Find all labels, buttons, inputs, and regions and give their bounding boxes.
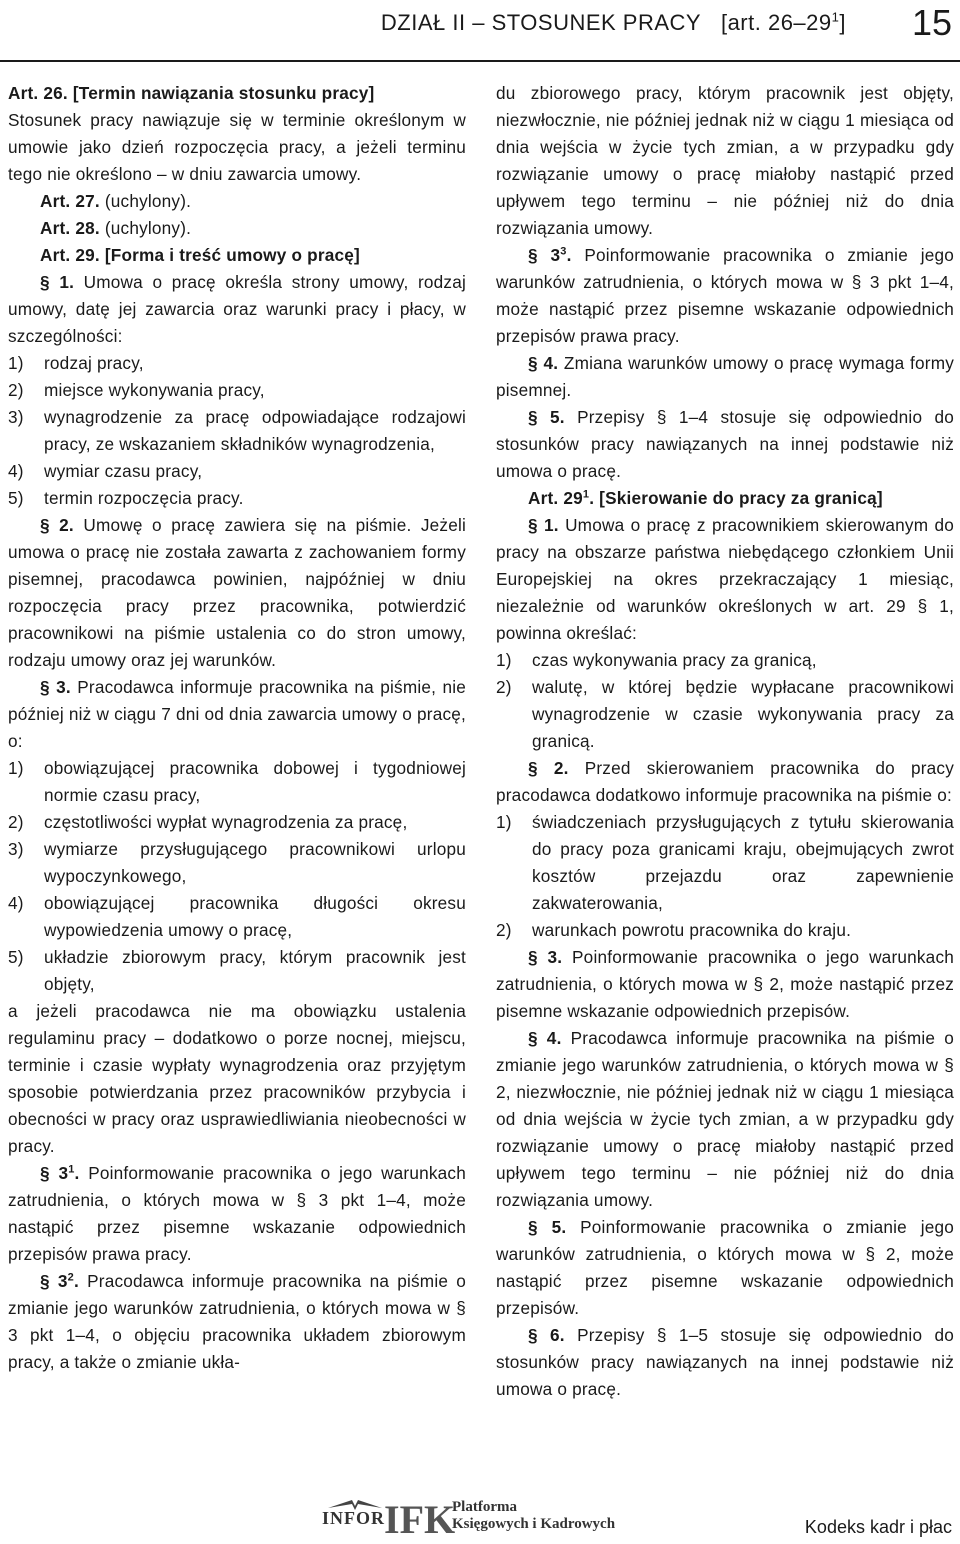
art29-p1: § 1. Umowa o pracę określa strony umowy, rodzaj umowy, datę jej zawarcia oraz warunki pracy i płacy, w szczególności: [8,272,467,346]
art29-heading: Art. 29. [Forma i treść umowy o pracę] [40,245,360,265]
art291-p1: § 1. Umowa o pracę z pracownikiem skierowanym do pracy na obszarze państwa niebędącego członkiem Unii Europejskiej na okres przekraczający 1 miesiąc, niezależnie od warunków określonych w art. 29 § 1, powinna określać: [496,515,955,643]
list-item-text: obowiązującej pracownika dobowej i tygodniowej normie czasu pracy, [44,758,466,805]
ifk-logo [322,1496,652,1540]
art27: Art. 27. (uchylony). [40,191,192,211]
art29-p32: § $3^2$. Pracodawca informuje pracownika na piśmie o zmianie jego warunków zatrudnienia, o których mowa w § 3 pkt 1–4, o objęciu pracownika układem zbiorowym pracy, a także o zmianie ukła- [8,1271,467,1372]
list-item-number: 1) [496,812,512,832]
list-item [8,404,466,458]
art29-p3-tail: a jeżeli pracodawca nie ma obowiązku ustalenia regulaminu pracy – dodatkowo o porze nocnej, miejscu, terminie i czasie wypłaty wynagrodzenia oraz przyjętym sposobie potwierdzania przez pracowników przybycia i obecności w pracy oraz usprawiedliwiania nieobecności w pracy. [8,1001,466,1156]
list-item [8,377,466,404]
art29-p5: § 5. Przepisy § 1–4 stosuje się odpowiednio do stosunków pracy nawiązanych na innej podstawie niż umowa o pracę. [496,407,955,481]
list-item-text: obowiązującej pracownika długości okresu wypowiedzenia umowy o pracę, [44,893,466,940]
right-column [496,80,954,1403]
list-item [496,674,954,755]
list-item [496,809,954,917]
list-item-number: 2) [8,380,24,400]
art291-p2: § 2. Przed skierowaniem pracownika do pracy pracodawca dodatkowo informuje pracownika na piśmie o: [496,758,954,805]
list-item-text: walutę, w której będzie wypłacane pracownikowi wynagrodzenie w czasie wykonywania pracy za granicą. [532,677,954,751]
list-item-number: 1) [8,758,24,778]
list-item-text: miejsce wykonywania pracy, [44,380,265,400]
art29-p4: § 4. Zmiana warunków umowy o pracę wymaga formy pisemnej. [496,353,955,400]
list-item-number: 3) [8,407,24,427]
header-rule [0,60,960,62]
list-item-text: układzie zbiorowym pracy, którym pracownik jest objęty, [44,947,466,994]
art29-p1-list [8,350,466,512]
art29-p2: § 2. Umowę o pracę zawiera się na piśmie. Jeżeli umowa o pracę nie została zawarta z zachowaniem formy pisemnej, pracodawca powinien, najpóźniej w dniu rozpoczęcia pracy przez pracownika, potwierdzić pracownikowi na piśmie ustalenia co do stron umowy, rodzaju umowy oraz jej warunków. [8,515,466,670]
list-item-number: 4) [8,461,24,481]
list-item-number: 2) [8,812,24,832]
art26-heading: Art. 26. [Termin nawiązania stosunku pracy] [8,83,375,103]
art291-p5: § 5. Poinformowanie pracownika o zmianie jego warunków zatrudnienia, o których mowa w § 2, może nastąpić przez pisemne wskazanie odpowiednich przepisów. [496,1217,955,1318]
left-column [8,80,466,1376]
art291-p2-list [496,809,954,944]
art29-p3-list [8,755,466,998]
list-item [8,485,466,512]
list-item-number: 5) [8,947,24,967]
list-item [8,809,466,836]
art29-p32-continued: du zbiorowego pracy, którym pracownik jest objęty, niezwłocznie, nie później jednak niż w ciągu 1 miesiąca od dnia wejścia w życie tych zmian, a w przypadku gdy rozwiązanie umowy o pracę miałoby nastąpić przed upływem tego terminu – nie później niż do dnia rozwiązania umowy. [496,83,954,238]
art291-heading: Art. $29^1$. [Skierowanie do pracy za granicą] [528,488,883,508]
page-header [0,4,960,54]
art291-p1-list [496,647,954,755]
art26-text: Stosunek pracy nawiązuje się w terminie określonym w umowie jako dzień rozpoczęcia pracy, a jeżeli terminu tego nie określono – w dniu zawarcia umowy. [8,110,466,184]
list-item [8,755,466,809]
logo-infor: INFOR [322,1508,385,1528]
art291-p6: § 6. Przepisy § 1–5 stosuje się odpowiednio do stosunków pracy nawiązanych na innej podstawie niż umowa o pracę. [496,1325,955,1399]
list-item [8,890,466,944]
list-item [8,944,466,998]
page-number: 15 [911,2,952,43]
art28: Art. 28. (uchylony). [40,218,192,238]
list-item-number: 5) [8,488,24,508]
list-item-number: 1) [496,650,512,670]
art29-p31: § $3^1$. Poinformowanie pracownika o jego warunkach zatrudnienia, o których mowa w § 3 pkt 1–4, może nastąpić przez pisemne wskazanie odpowiednich przepisów prawa pracy. [8,1163,466,1264]
logo-platform: Platforma Księgowych i Kadrowych [452,1499,616,1532]
running-header: DZIAŁ II – STOSUNEK PRACY [art. $26-29^1$] [380,9,846,35]
list-item [496,917,954,944]
list-item-text: wynagrodzenie za pracę odpowiadające rodzajowi pracy, ze wskazaniem składników wynagrodzenia, [44,407,466,454]
list-item [8,836,466,890]
list-item-number: 4) [8,893,24,913]
art29-p33: § $3^3$. Poinformowanie pracownika o zmianie jego warunków zatrudnienia, o których mowa w § 3 pkt 1–4, może nastąpić przez pisemne wskazanie odpowiednich przepisów prawa pracy. [496,245,954,346]
list-item-number: 2) [496,677,512,697]
list-item-number: 2) [496,920,512,940]
list-item-text: wymiar czasu pracy, [44,461,203,481]
art291-p4: § 4. Pracodawca informuje pracownika na piśmie o zmianie jego warunków zatrudnienia, o których mowa w § 2, niezwłocznie, nie później jednak niż w ciągu 1 miesiąca od dnia wejścia w życie tych zmian, a w przypadku gdy rozwiązanie umowy o pracę miałoby nastąpić przed upływem tego terminu – nie później niż do dnia rozwiązania umowy. [496,1028,955,1210]
list-item-number: 3) [8,839,24,859]
logo-ifk: IFK [384,1497,456,1542]
list-item-text: wymiarze przysługującego pracownikowi urlopu wypoczynkowego, [44,839,466,886]
list-item-text: warunkach powrotu pracownika do kraju. [532,920,852,940]
list-item [8,350,466,377]
list-item-text: rodzaj pracy, [44,353,144,373]
list-item-text: czas wykonywania pracy za granicą, [532,650,817,670]
list-item [8,458,466,485]
list-item-text: termin rozpoczęcia pracy. [44,488,244,508]
footer-publication: Kodeks kadr i płac [804,1517,952,1537]
list-item-text: częstotliwości wypłat wynagrodzenia za pracę, [44,812,408,832]
list-item-text: świadczeniach przysługujących z tytułu skierowania do pracy poza granicami kraju, obejmujących zwrot kosztów przejazdu oraz zapewnienie zakwaterowania, [532,812,954,913]
art29-p3: § 3. Pracodawca informuje pracownika na piśmie, nie później niż w ciągu 7 dni od dnia zawarcia umowy o pracę, o: [8,677,467,751]
art291-p3: § 3. Poinformowanie pracownika o jego warunkach zatrudnienia, o których mowa w § 2, może nastąpić przez pisemne wskazanie odpowiednich przepisów. [496,947,954,1021]
list-item-number: 1) [8,353,24,373]
list-item [496,647,954,674]
